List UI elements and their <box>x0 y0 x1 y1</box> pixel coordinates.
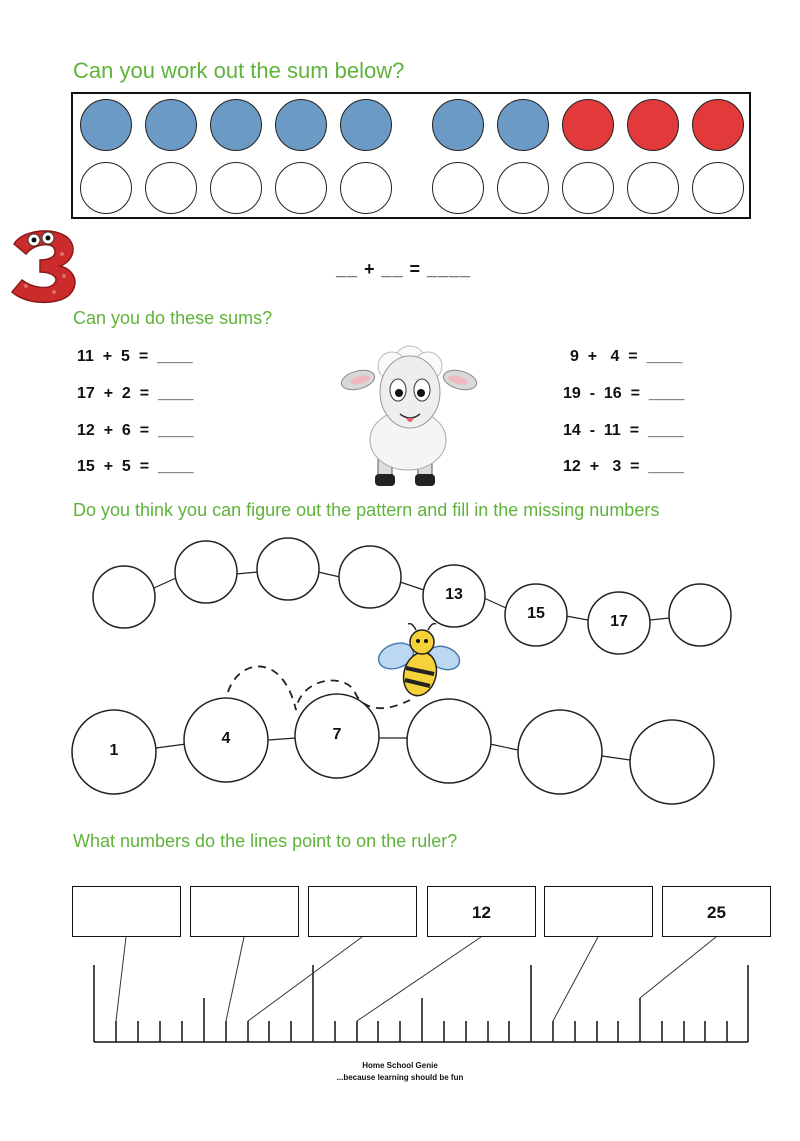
sum-question-heading: Can you work out the sum below? <box>73 58 405 83</box>
pattern-heading: Do you think you can figure out the pattern and fill in the missing numbers <box>73 500 660 520</box>
pattern-number: 4 <box>221 730 231 747</box>
left-sum: 15 + 5 = ____ <box>77 458 194 475</box>
footer-brand: Home School Genie <box>362 1061 438 1070</box>
sums-heading: Can you do these sums? <box>73 308 273 328</box>
right-sum: 9 + 4 = ____ <box>570 348 683 365</box>
footer-tagline: ...because learning should be fun <box>336 1073 464 1082</box>
pattern-number: 7 <box>332 726 342 743</box>
right-sum: 14 - 11 = ____ <box>563 422 684 439</box>
sum-equation: __ + __ = ____ <box>336 259 472 279</box>
right-sum: 12 + 3 = ____ <box>563 458 684 475</box>
pointer-line <box>116 937 126 1021</box>
ruler-heading: What numbers do the lines point to on the ruler? <box>73 831 458 851</box>
left-sum: 12 + 6 = ____ <box>77 422 194 439</box>
left-sum: 17 + 2 = ____ <box>77 385 194 402</box>
pattern-number: 1 <box>109 742 119 759</box>
pattern-number: 13 <box>445 586 463 603</box>
pattern-number: 17 <box>610 613 628 630</box>
pointer-line <box>640 937 716 998</box>
right-sum: 19 - 16 = ____ <box>563 385 685 402</box>
answer-box[interactable]: 12 <box>427 886 536 937</box>
pointer-line <box>248 937 362 1021</box>
answer-box[interactable]: 25 <box>662 886 771 937</box>
pattern-number: 15 <box>527 605 545 622</box>
pointer-line <box>553 937 598 1021</box>
left-sum: 11 + 5 = ____ <box>77 348 193 365</box>
pointer-line <box>226 937 244 1021</box>
pointer-line <box>357 937 481 1021</box>
